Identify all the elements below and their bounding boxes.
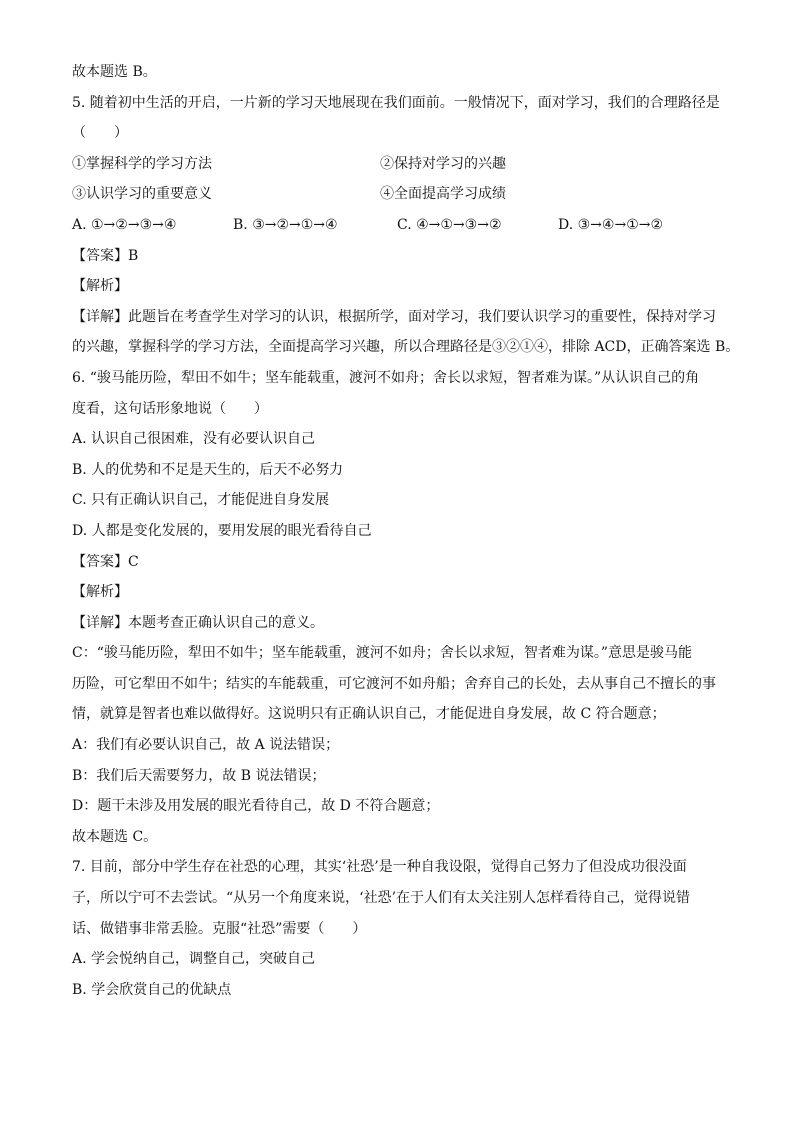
question-5-stem: 5. 随着初中生活的开启，一片新的学习天地展现在我们面前。一般情况下，面对学习，我们的合理路径是: [72, 94, 720, 111]
question-7-stem-line-1: 7. 目前，部分中学生存在社恐的心理，其实‘社恐’是一种自我设限，觉得自己努力了但没成功很没面: [72, 859, 687, 876]
question-5-item-2: ②保持对学习的兴趣: [380, 155, 506, 172]
question-5-detail-line-2: 的兴趣，掌握科学的学习方法，全面提高学习兴趣，所以合理路径是③②①④，排除 ACD，正确答案选 B。: [72, 339, 740, 356]
question-6-c-explanation-line-1: C：“骏马能历险，犁田不如牛；坚车能载重，渡河不如舟；舍长以求短，智者难为谋。”意思是骏马能: [72, 645, 693, 662]
conclusion-line: 故本题选 B。: [72, 64, 157, 80]
question-5-option-d: D. ③→④→①→②: [558, 216, 664, 233]
question-5-item-1: ①掌握科学的学习方法: [72, 155, 212, 172]
question-6-b-explanation: B：我们后天需要努力，故 B 说法错误；: [72, 767, 326, 784]
question-5-item-3: ③认识学习的重要意义: [72, 186, 212, 203]
question-5-option-a: A. ①→②→③→④: [72, 216, 177, 233]
question-6-option-a: A. 认识自己很困难，没有必要认识自己: [72, 431, 316, 448]
document-page: [72, 62, 740, 1010]
question-5-option-b: B. ③→②→①→④: [233, 216, 338, 233]
question-7-option-a: A. 学会悦纳自己，调整自己，突破自己: [72, 951, 316, 968]
question-5-analysis-label: 【解析】: [72, 278, 128, 295]
question-6-analysis-label: 【解析】: [72, 584, 128, 601]
question-7-stem-line-3: 话、做错事非常丢脸。克服“社恐”需要（ ）: [72, 920, 367, 937]
question-6-stem-line-2: 度看，这句话形象地说（ ）: [72, 400, 268, 417]
question-7-option-b: B. 学会欣赏自己的优缺点: [72, 981, 232, 998]
question-6-conclusion: 故本题选 C。: [72, 828, 158, 845]
question-5-blank: （ ）: [72, 125, 128, 142]
question-6-detail: 【详解】本题考查正确认识自己的意义。: [72, 614, 324, 631]
question-6-a-explanation: A：我们有必要认识自己，故 A 说法错误；: [72, 737, 340, 754]
question-5-option-c: C. ④→①→③→②: [397, 216, 502, 233]
question-6-answer: 【答案】C: [72, 553, 139, 570]
question-6-option-b: B. 人的优势和不足是天生的，后天不必努力: [72, 461, 344, 478]
question-5-options: [72, 215, 732, 235]
question-5-items-row-1: [72, 154, 732, 174]
question-6-c-explanation-line-3: 情，就算是智者也难以做得好。这说明只有正确认识自己，才能促进自身发展，故 C 符合题意；: [72, 706, 666, 723]
question-5-item-4: ④全面提高学习成绩: [380, 186, 506, 203]
question-6-c-explanation-line-2: 历险，可它犁田不如牛；结实的车能载重，可它渡河不如舟船；舍弃自己的长处，去从事自己不擅长的事: [72, 675, 716, 692]
question-6-d-explanation: D：题干未涉及用发展的眼光看待自己，故 D 不符合题意；: [72, 798, 440, 815]
question-5-items-row-2: [72, 184, 732, 204]
question-5-detail-line-1: 【详解】此题旨在考查学生对学习的认识，根据所学，面对学习，我们要认识学习的重要性，保持对学习: [72, 308, 716, 325]
question-6-option-d: D. 人都是变化发展的，要用发展的眼光看待自己: [72, 522, 372, 539]
question-5-answer: 【答案】B: [72, 247, 139, 264]
question-6-option-c: C. 只有正确认识自己，才能促进自身发展: [72, 492, 330, 509]
question-6-stem-line-1: 6. “骏马能历险，犁田不如牛；坚车能载重，渡河不如舟；舍长以求短，智者难为谋。”从认识自己的角: [72, 369, 700, 386]
question-7-stem-line-2: 子，所以宁可不去尝试。“从另一个角度来说，‘社恐’在于人们有太关注别人怎样看待自己，觉得说错: [72, 890, 691, 907]
